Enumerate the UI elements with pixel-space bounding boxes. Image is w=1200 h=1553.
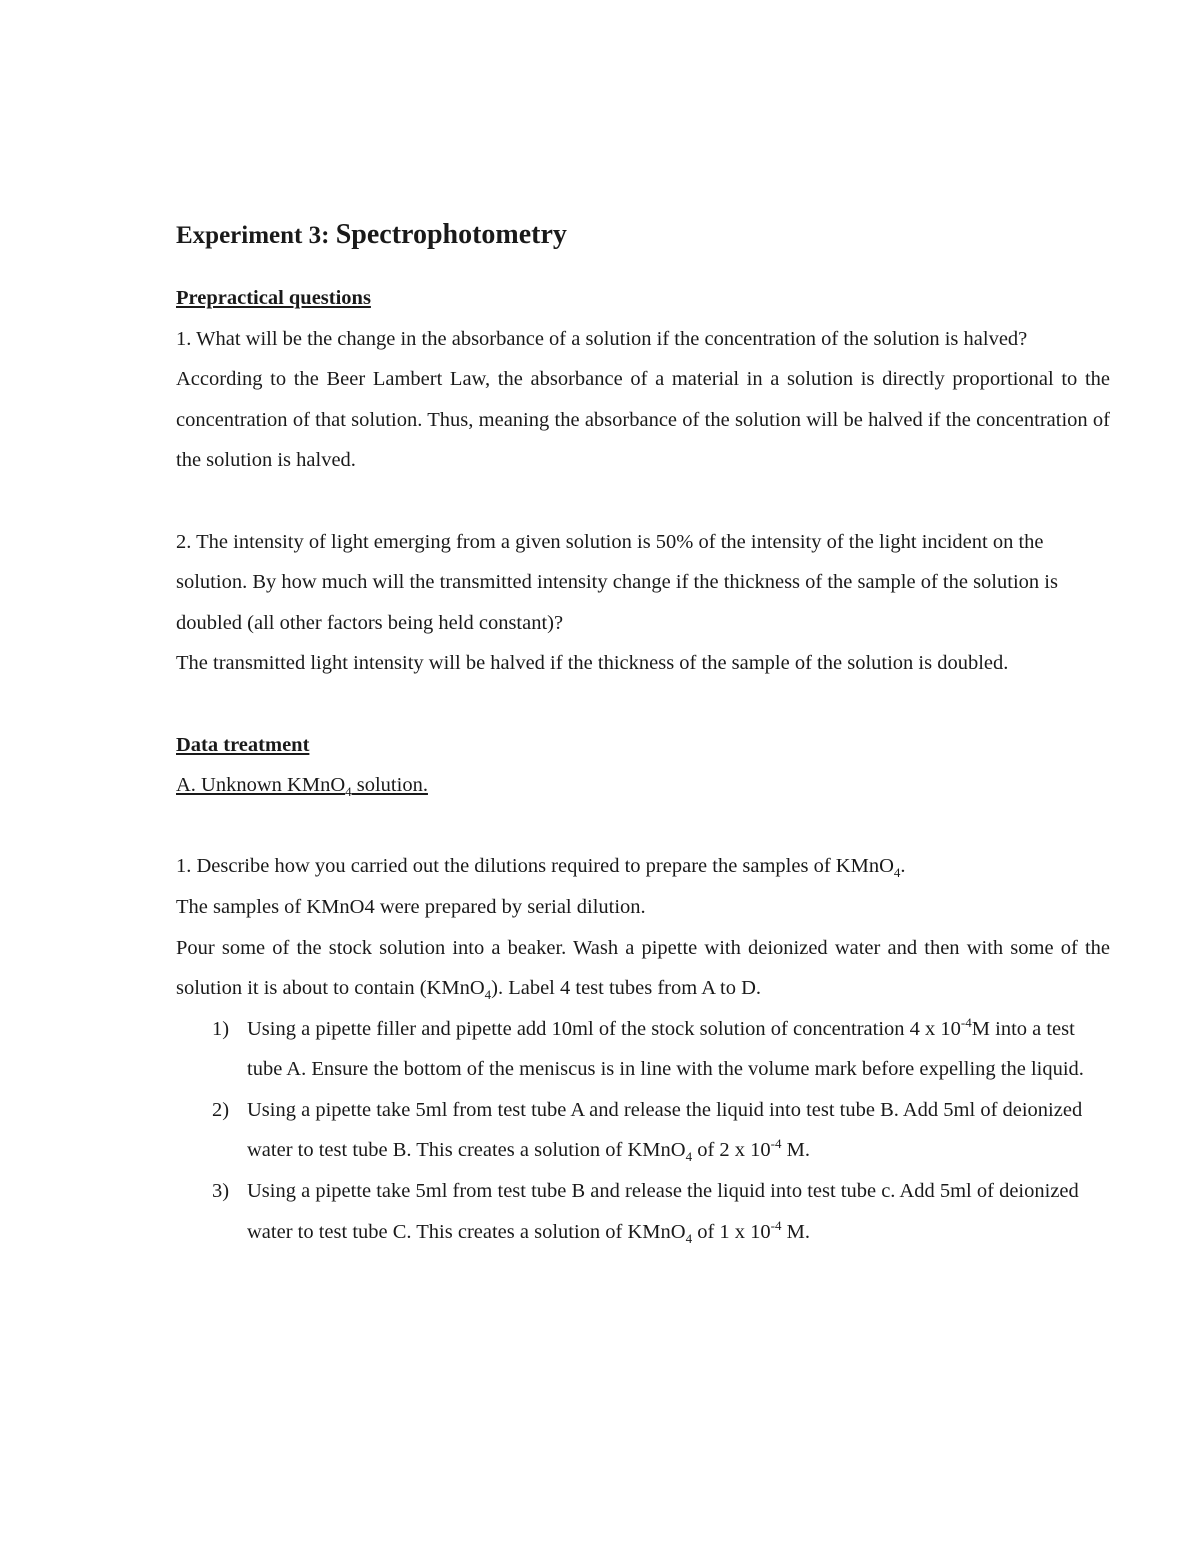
answer-text-end: ). Label 4 test tubes from A to D.: [491, 977, 761, 1000]
spacer: [176, 684, 1110, 725]
subscript: 4: [685, 1230, 693, 1246]
dilution-step: [176, 1090, 1110, 1171]
section-a-text: A. Unknown KMnO: [176, 774, 346, 797]
subscript: 4: [893, 865, 901, 881]
step-number: 1): [212, 1017, 230, 1040]
prepractical-question-1: 1. What will be the change in the absorbance of a solution if the concentration of the solution is halved?: [176, 327, 1028, 350]
step-text: Using a pipette take 5ml from test tube B and release the liquid into test tube c. Add 5ml of deionized water to test tube C. This creates a solution of KMnO: [247, 1180, 1079, 1243]
step-text-mid: of 1 x 10: [692, 1220, 771, 1243]
title-prefix: Experiment 3:: [176, 222, 336, 249]
prepractical-heading: Prepractical questions: [176, 287, 371, 309]
prepractical-question-2: 2. The intensity of light emerging from a given solution is 50% of the intensity of the light incident on the solution. By how much will the transmitted intensity change if the thickness of the sample of the solution is doubled (all other factors being held constant)?: [176, 530, 1058, 634]
superscript: -4: [770, 1136, 782, 1152]
data-treatment-heading: Data treatment: [176, 733, 310, 756]
title-main: Spectrophotometry: [335, 219, 567, 250]
section-a-heading: [176, 765, 1110, 806]
superscript: -4: [960, 1014, 972, 1030]
dilution-step: [176, 1009, 1110, 1090]
subscript: 4: [345, 784, 352, 800]
document-page: [176, 215, 1110, 1252]
prepractical-answer-2: The transmitted light intensity will be halved if the thickness of the sample of the solution is doubled.: [176, 652, 1009, 675]
step-text-end: M into a test tube A. Ensure the bottom of the meniscus is in line with the volume mark before expelling the liquid.: [247, 1017, 1084, 1081]
data-question-1: [176, 846, 1110, 887]
data-answer-1-line-1: The samples of KMnO4 were prepared by serial dilution.: [176, 895, 646, 918]
subscript: 4: [685, 1149, 693, 1165]
step-text: Using a pipette filler and pipette add 10ml of the stock solution of concentration 4 x 10: [247, 1017, 961, 1040]
step-text-end: M.: [781, 1220, 810, 1243]
page-title: [176, 215, 1110, 256]
spacer: [176, 481, 1110, 522]
question-text-end: .: [900, 855, 906, 878]
data-answer-1-line-2: [176, 928, 1110, 1009]
answer-text: Pour some of the stock solution into a beaker. Wash a pipette with deionized water and then with some of the solution it is about to contain (KMnO: [176, 936, 1110, 1000]
section-a-text-end: solution.: [351, 774, 428, 797]
spacer: [176, 806, 1110, 847]
step-text: Using a pipette take 5ml from test tube A and release the liquid into test tube B. Add 5ml of deionized water to test tube B. This creates a solution of KMnO: [247, 1098, 1083, 1162]
step-text-end: M.: [781, 1139, 810, 1162]
subscript: 4: [484, 987, 492, 1003]
question-text: 1. Describe how you carried out the dilutions required to prepare the samples of KMnO: [176, 855, 894, 878]
prepractical-answer-1: According to the Beer Lambert Law, the absorbance of a material in a solution is directly proportional to the concentration of that solution. Thus, meaning the absorbance of the solution will be halved if the concentration of the solution is halved.: [176, 368, 1110, 472]
step-text-mid: of 2 x 10: [692, 1139, 771, 1162]
dilution-steps-list: [176, 1009, 1110, 1253]
superscript: -4: [770, 1217, 782, 1233]
step-number: 2): [212, 1098, 230, 1121]
step-number: 3): [212, 1180, 230, 1203]
dilution-step: [176, 1171, 1110, 1252]
